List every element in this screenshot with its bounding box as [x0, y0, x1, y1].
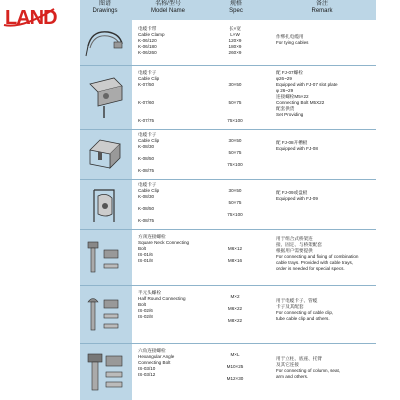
remark-line: For connecting of cable clip,	[276, 310, 334, 315]
cable-clip-icon	[84, 72, 128, 122]
remark-line: Connecting Bolt M5X22	[276, 100, 325, 105]
drawing-cell	[80, 344, 132, 400]
model-cell	[138, 70, 208, 124]
model-cell	[138, 234, 208, 264]
drawing-cell	[80, 66, 132, 130]
spec-cell	[200, 188, 270, 218]
spec-line: M6×22	[227, 306, 243, 311]
remark-cell	[276, 34, 376, 46]
spec-line: 75×100	[227, 118, 243, 123]
header-model-en: Model Name	[150, 8, 185, 14]
model-line: K-08/30	[138, 144, 155, 149]
model-line: IS-03/10	[138, 366, 156, 371]
model-line: 半元头螺栓	[138, 290, 161, 295]
table-row	[80, 66, 376, 130]
spec-line: 30×50	[228, 138, 242, 143]
model-line: K-08/30	[138, 194, 155, 199]
spec-line: M×L	[230, 352, 240, 357]
model-line: K-08/50	[138, 206, 155, 211]
model-line: Connecting Bolt	[138, 360, 171, 365]
table-row	[80, 180, 376, 230]
spec-line: M8×22	[227, 318, 243, 323]
model-cell	[138, 348, 208, 378]
model-line: IS-01/8	[138, 258, 153, 263]
model-line: IS-02/8	[138, 314, 153, 319]
remark-line: 用于组合式桥架连	[276, 236, 313, 241]
spec-line: M8×16	[227, 258, 243, 263]
bolt-icon	[84, 292, 128, 340]
spec-cell	[200, 138, 270, 168]
remark-cell	[276, 190, 376, 202]
cable-clip-icon	[84, 136, 128, 176]
model-line: K-08/75	[138, 218, 155, 223]
model-line: Cable Clip	[138, 76, 160, 81]
spec-line: M12×30	[226, 376, 244, 381]
drawing-cell	[80, 20, 132, 66]
model-line: 电缆卡带	[138, 26, 157, 31]
remark-line: φ 26~29	[276, 88, 294, 93]
spec-line: 260×9	[228, 50, 242, 55]
remark-line: Equipped with FJ-07 slot plate	[276, 82, 338, 87]
brand-logo	[2, 3, 62, 31]
spec-cell	[200, 26, 270, 56]
spec-line: L×W	[230, 32, 240, 37]
model-line: K-07/60	[138, 100, 155, 105]
remark-line: tube cable clip and others.	[276, 316, 330, 321]
remark-line: 根据用户需要提供	[276, 248, 313, 253]
model-line: Cable Clip	[138, 188, 160, 193]
model-cell	[138, 182, 208, 224]
cable-clip-icon	[84, 186, 128, 226]
header-spec-en: Spec	[229, 8, 243, 14]
spec-line: M×2	[230, 294, 240, 299]
spec-line: M6×12	[227, 246, 243, 251]
model-cell	[138, 132, 208, 174]
model-line: Half Round Connecting	[138, 296, 186, 301]
remark-line: 用于电缆卡子、管缆	[276, 298, 318, 303]
drawing-cell	[80, 180, 132, 230]
model-line: IS-01/6	[138, 252, 153, 257]
remark-cell	[276, 236, 376, 272]
drawing-cell	[80, 230, 132, 286]
hex-bolt-icon	[84, 350, 128, 396]
spec-line: 180×9	[228, 44, 242, 49]
header-drawings	[80, 1, 130, 15]
remark-line: arm and others.	[276, 374, 309, 379]
spec-line: 50×75	[228, 200, 242, 205]
model-line: Hexangular Angle	[138, 354, 175, 359]
table-row	[80, 286, 376, 344]
drawing-cell	[80, 286, 132, 344]
spec-cell	[200, 294, 270, 324]
model-line: Cable Clamp	[138, 32, 165, 37]
spec-cell	[200, 352, 270, 382]
spec-cell	[200, 246, 270, 264]
remark-cell	[276, 140, 376, 152]
spec-line: 75×100	[227, 162, 243, 167]
remark-line: 作绑扎电缆用	[276, 34, 304, 39]
remark-line: order is needed for special specs.	[276, 266, 345, 271]
remark-line: 配 FJ-07螺栓	[276, 70, 303, 75]
remark-line: For tying cables	[276, 40, 309, 45]
remark-cell	[276, 356, 376, 380]
remark-line: 配套供货	[276, 106, 295, 111]
spec-line: 30×50	[228, 82, 242, 87]
spec-line: 50×75	[228, 150, 242, 155]
model-line: IS-03/12	[138, 372, 156, 377]
table-row	[80, 230, 376, 286]
spec-line: M10×25	[226, 364, 244, 369]
model-line: 方颈连接螺栓	[138, 234, 166, 239]
remark-line: φ26~29	[276, 76, 292, 81]
table-header	[80, 0, 376, 20]
model-line: K-06/180	[138, 44, 157, 49]
model-cell	[138, 26, 208, 56]
spec-line: 50×75	[228, 100, 242, 105]
remark-line: 用于立柱、底座、托臂	[276, 356, 322, 361]
model-line: IS-02/6	[138, 308, 153, 313]
model-line: K-08/75	[138, 168, 155, 173]
model-line: Square Neck Connecting	[138, 240, 190, 245]
drawing-cell	[80, 130, 132, 180]
model-line: Cable Clip	[138, 138, 160, 143]
model-line: 电缆卡子	[138, 132, 157, 137]
model-line: 电缆卡子	[138, 182, 157, 187]
bolt-icon	[84, 236, 128, 282]
table-row	[80, 20, 376, 66]
table-row	[80, 344, 376, 400]
remark-cell	[276, 70, 376, 118]
spec-cell	[200, 82, 270, 124]
logo-text: LAND	[5, 7, 57, 29]
model-cell	[138, 290, 208, 320]
table-row	[80, 130, 376, 180]
model-line: K-06/120	[138, 38, 157, 43]
header-remark-en: Remark	[311, 8, 333, 14]
header-drawings-cn: 图谱	[98, 1, 111, 7]
remark-line: 及其它连接	[276, 362, 299, 367]
spec-line: 30×50	[228, 188, 242, 193]
header-remark-cn: 备注	[315, 1, 328, 7]
model-line: Bolt	[138, 246, 146, 251]
model-line: Bolt	[138, 302, 146, 307]
header-model	[132, 1, 204, 15]
spec-line: 75×100	[227, 212, 243, 217]
remark-line: Equipped with FJ-08	[276, 146, 318, 151]
spec-line: 长×宽	[229, 26, 241, 31]
model-line: K-07/75	[138, 118, 155, 123]
model-line: K-08/50	[138, 156, 155, 161]
header-spec-cn: 规格	[229, 1, 242, 7]
cable-clamp-icon	[84, 26, 128, 60]
remark-line: 配 FJ-08开槽板	[276, 140, 308, 145]
remark-line: For connecting and fixing of combination	[276, 254, 359, 259]
remark-line: For connecting of column, seat,	[276, 368, 341, 373]
remark-line: Set Providing	[276, 112, 304, 117]
model-line: 电缆卡子	[138, 70, 157, 75]
remark-line: 连接螺栓M5×22	[276, 94, 309, 99]
remark-line: 配 FJ-09或盘板	[276, 190, 308, 195]
header-remark	[268, 1, 376, 15]
model-line: K-06/260	[138, 50, 157, 55]
remark-cell	[276, 298, 376, 322]
spec-line: 120×9	[228, 38, 242, 43]
model-line: K-07/50	[138, 82, 155, 87]
header-model-cn: 名称/型号	[155, 1, 181, 7]
header-spec	[206, 1, 266, 15]
remark-line: 接、固定、与桥架配套	[276, 242, 322, 247]
header-drawings-en: Drawings	[92, 8, 118, 14]
remark-line: 卡子及其配套	[276, 304, 304, 309]
model-line: 六角连接螺栓	[138, 348, 166, 353]
remark-line: Equipped with FJ-09	[276, 196, 318, 201]
spec-sheet	[80, 0, 376, 400]
remark-line: cable trays. Provided with cable trays,	[276, 260, 354, 265]
